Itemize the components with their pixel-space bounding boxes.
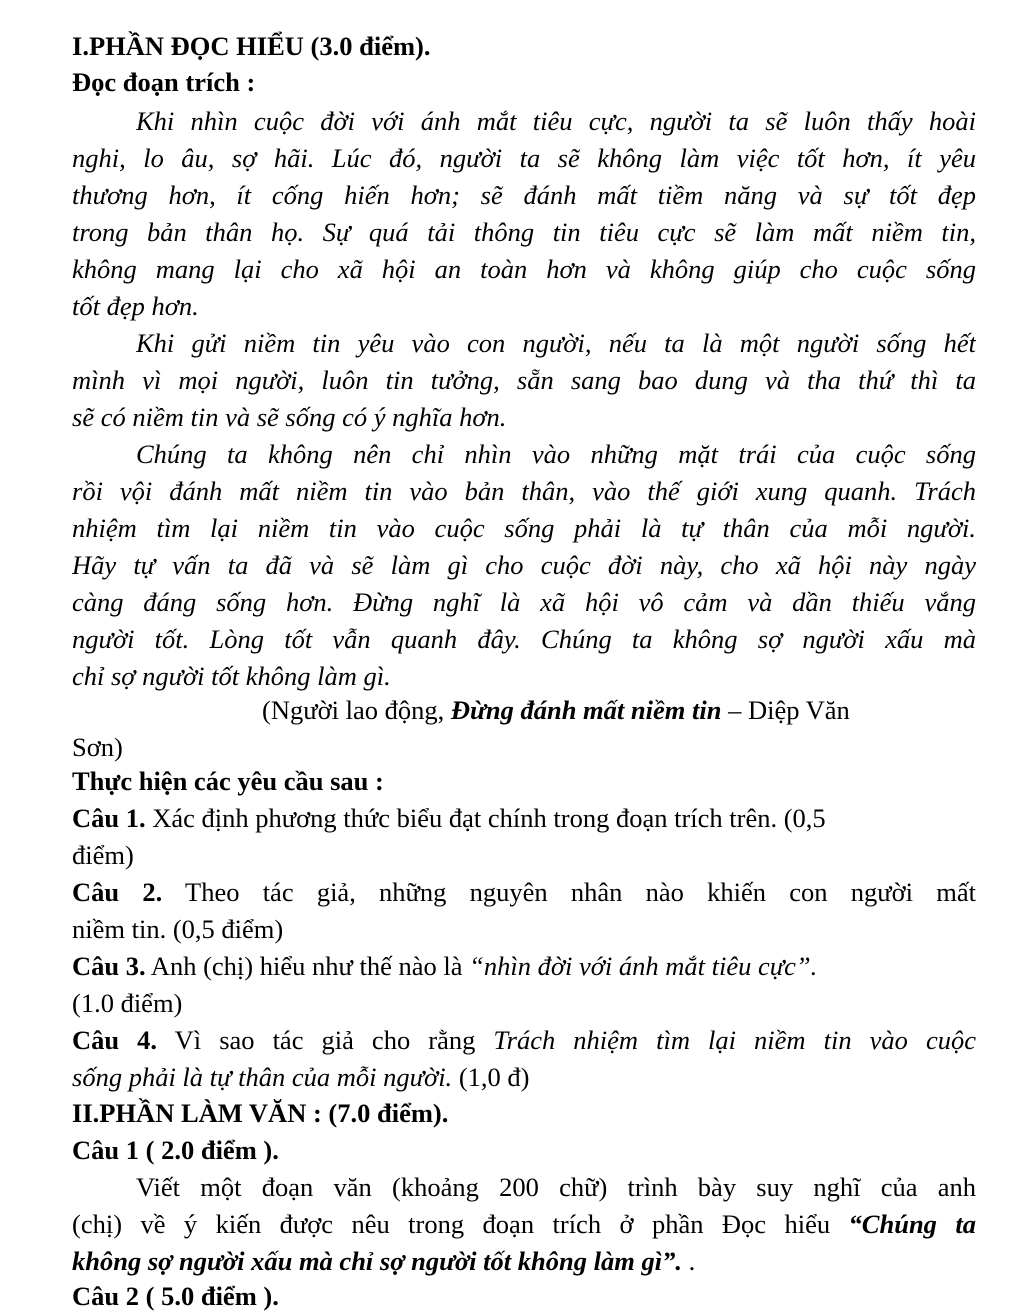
passage-line: tốt đẹp hơn. <box>72 291 199 321</box>
essay-1-line <box>72 1243 976 1279</box>
essay-1-quote-end: không sợ người xấu mà chỉ sợ người tốt không làm gì”. <box>72 1246 682 1276</box>
source-prefix: (Người lao động, <box>262 695 451 725</box>
essay-2-heading: Câu 2 ( 5.0 điểm ). <box>72 1281 279 1311</box>
question-3-cont: (1.0 điểm) <box>72 988 183 1018</box>
question-1 <box>72 800 976 836</box>
question-1-cont: điểm) <box>72 840 134 870</box>
passage-line: Chúng ta không nên chỉ nhìn vào những mặt trái của cuộc sống <box>136 439 976 469</box>
essay-1-heading: Câu 1 ( 2.0 điểm ). <box>72 1135 279 1165</box>
passage-line: sẽ có niềm tin và sẽ sống có ý nghĩa hơn. <box>72 402 507 432</box>
part1-title: I.PHẦN ĐỌC HIỂU (3.0 điểm). <box>72 31 431 61</box>
question-1-label: Câu 1. <box>72 803 146 833</box>
essay-1-line: Viết một đoạn văn (khoảng 200 chữ) trình bày suy nghĩ của anh <box>136 1172 976 1202</box>
passage-line: trong bản thân họ. Sự quá tải thông tin tiêu cực sẽ làm mất niềm tin, <box>72 217 976 247</box>
question-3 <box>72 948 976 984</box>
essay-1-text: (chị) về ý kiến được nêu trong đoạn trích ở phần Đọc hiểu <box>72 1209 849 1239</box>
tasks-label: Thực hiện các yêu cầu sau : <box>72 766 384 796</box>
passage-line: Hãy tự vấn ta đã và sẽ làm gì cho cuộc đời này, cho xã hội này ngày <box>72 550 976 580</box>
essay-1-end: . <box>681 1246 696 1276</box>
question-4-text: Vì sao tác giả cho rằng <box>157 1025 494 1055</box>
question-4-quote: Trách nhiệm tìm lại niềm tin vào cuộc <box>493 1025 976 1055</box>
question-3-quote: “nhìn đời với ánh mắt tiêu cực”. <box>469 951 818 981</box>
passage-line: không mang lại cho xã hội an toàn hơn và không giúp cho cuộc sống <box>72 254 976 284</box>
passage-line: Khi gửi niềm tin yêu vào con người, nếu ta là một người sống hết <box>136 328 976 358</box>
question-4-quote-end: sống phải là tự thân của mỗi người. <box>72 1062 453 1092</box>
question-3-text: Anh (chị) hiểu như thế nào là <box>145 951 470 981</box>
question-2 <box>72 874 976 910</box>
essay-1-line <box>72 1206 976 1242</box>
source-citation <box>262 692 976 728</box>
question-2-text: Theo tác giả, những nguyên nhân nào khiến con người mất <box>162 877 976 907</box>
question-2-label: Câu 2. <box>72 877 163 907</box>
passage-line: chỉ sợ người tốt không làm gì. <box>72 661 391 691</box>
question-4-cont <box>72 1059 976 1095</box>
passage-line: rồi vội đánh mất niềm tin vào bản thân, vào thế giới xung quanh. Trách <box>72 476 976 506</box>
source-citation-end: Sơn) <box>72 732 123 762</box>
passage-line: thương hơn, ít cống hiến hơn; sẽ đánh mất tiềm năng và sự tốt đẹp <box>72 180 976 210</box>
passage-line: người tốt. Lòng tốt vẫn quanh đây. Chúng ta không sợ người xấu mà <box>72 624 976 654</box>
question-2-cont: niềm tin. (0,5 điểm) <box>72 914 284 944</box>
question-3-label: Câu 3. <box>72 951 146 981</box>
passage-line: mình vì mọi người, luôn tin tưởng, sẵn sang bao dung và tha thứ thì ta <box>72 365 976 395</box>
question-4 <box>72 1022 976 1058</box>
read-label: Đọc đoạn trích : <box>72 67 256 97</box>
passage-line: nghi, lo âu, sợ hãi. Lúc đó, người ta sẽ không làm việc tốt hơn, ít yêu <box>72 143 976 173</box>
question-4-points: (1,0 đ) <box>452 1062 530 1092</box>
source-suffix: – Diệp Văn <box>721 695 850 725</box>
question-4-label: Câu 4. <box>72 1025 158 1055</box>
source-title: Đừng đánh mất niềm tin <box>450 695 722 725</box>
passage-line: càng đáng sống hơn. Đừng nghĩ là xã hội vô cảm và dần thiếu vắng <box>72 587 976 617</box>
question-1-text: Xác định phương thức biểu đạt chính trong đoạn trích trên. (0,5 <box>145 803 826 833</box>
passage-line: Khi nhìn cuộc đời với ánh mắt tiêu cực, người ta sẽ luôn thấy hoài <box>136 106 976 136</box>
essay-1-quote: “Chúng ta <box>848 1209 976 1239</box>
passage-line: nhiệm tìm lại niềm tin vào cuộc sống phải là tự thân của mỗi người. <box>72 513 976 543</box>
part2-title: II.PHẦN LÀM VĂN : (7.0 điểm). <box>72 1098 449 1128</box>
